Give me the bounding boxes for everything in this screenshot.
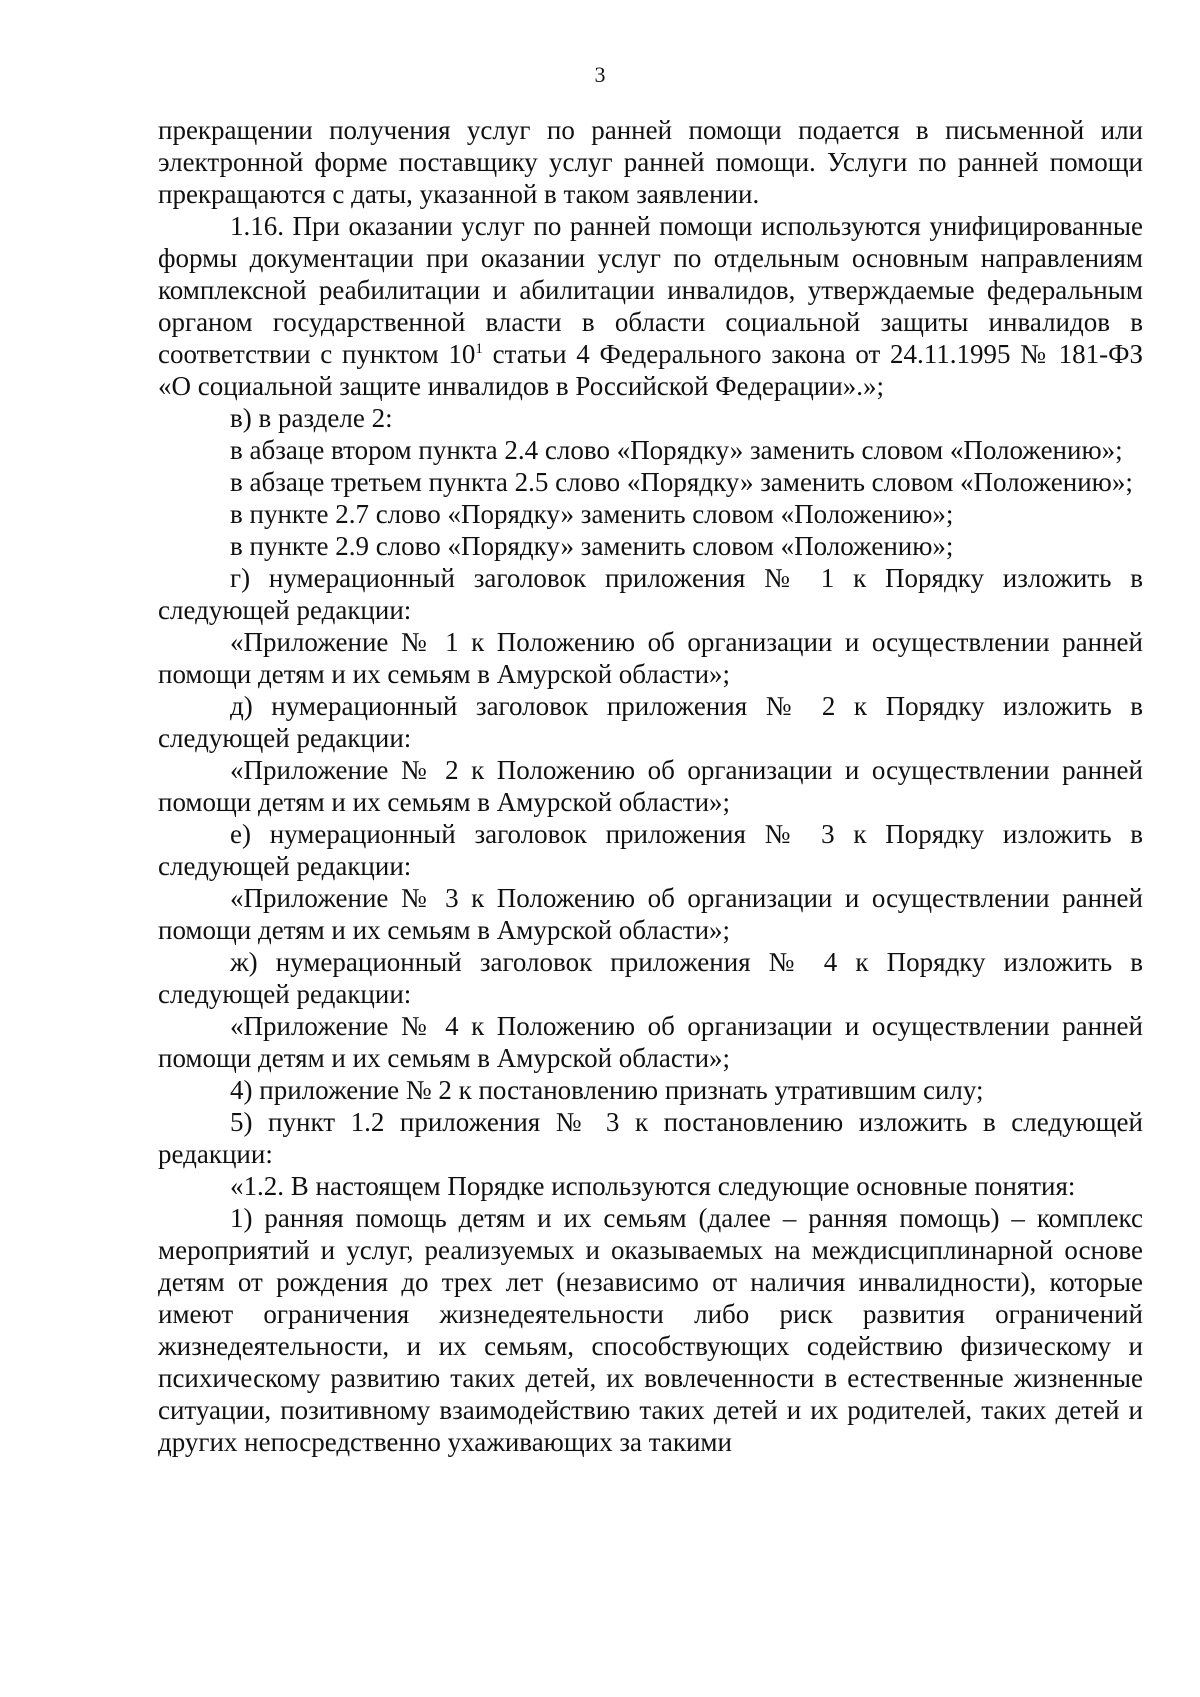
paragraph: «Приложение № 2 к Положению об организации и осуществлении ранней помощи детям и их семьям в Амурской области»; (158, 755, 1143, 817)
paragraph: прекращении получения услуг по ранней помощи подается в письменной или электронной форме поставщику услуг ранней помощи. Услуги по ранней помощи прекращаются с даты, указанной в таком заявлении. (158, 115, 1143, 209)
paragraph-text: статьи 4 Федерального закона от 24.11.1995 № 181-ФЗ «О социальной защите инвалидов в Российской Федерации».»; (158, 339, 1143, 401)
paragraph: 1) ранняя помощь детям и их семьям (далее – ранняя помощь) – комплекс мероприятий и услуг, реализуемых и оказываемых на междисциплинарной основе детям от рождения до трех лет (независимо от наличия инвалидности), которые имеют ограничения жизнедеятельности либо риск развития ограничений жизнедеятельности, и их семьям, способствующих содействию физическому и психическому развитию таких детей, их вовлеченности в естественные жизненные ситуации, позитивному взаимодействию таких детей и их родителей, таких детей и других непосредственно ухаживающих за такими (158, 1203, 1143, 1457)
paragraph: в) в разделе 2: (230, 403, 393, 433)
paragraph: 4) приложение № 2 к постановлению признать утратившим силу; (230, 1075, 984, 1105)
paragraph: д) нумерационный заголовок приложения № 2 к Порядку изложить в следующей редакции: (158, 691, 1143, 753)
paragraph: «Приложение № 4 к Положению об организации и осуществлении ранней помощи детям и их семьям в Амурской области»; (158, 1011, 1143, 1073)
paragraph: в абзаце третьем пункта 2.5 слово «Порядку» заменить словом «Положению»; (230, 467, 1133, 497)
superscript: 1 (475, 341, 483, 357)
paragraph-1-16 (158, 210, 1143, 402)
paragraph: «Приложение № 1 к Положению об организации и осуществлении ранней помощи детям и их семьям в Амурской области»; (158, 627, 1143, 689)
paragraph: «Приложение № 3 к Положению об организации и осуществлении ранней помощи детям и их семьям в Амурской области»; (158, 883, 1143, 945)
paragraph: ж) нумерационный заголовок приложения № 4 к Порядку изложить в следующей редакции: (158, 947, 1143, 1009)
paragraph: в пункте 2.9 слово «Порядку» заменить словом «Положению»; (230, 531, 954, 561)
paragraph: г) нумерационный заголовок приложения № 1 к Порядку изложить в следующей редакции: (158, 563, 1143, 625)
page-number: 3 (594, 62, 606, 87)
paragraph: в пункте 2.7 слово «Порядку» заменить словом «Положению»; (230, 499, 954, 529)
paragraph: «1.2. В настоящем Порядке используются следующие основные понятия: (230, 1171, 1076, 1201)
paragraph: е) нумерационный заголовок приложения № 3 к Порядку изложить в следующей редакции: (158, 819, 1143, 881)
document-body (158, 114, 1143, 1458)
paragraph: в абзаце втором пункта 2.4 слово «Порядку» заменить словом «Положению»; (230, 435, 1123, 465)
paragraph: 5) пункт 1.2 приложения № 3 к постановлению изложить в следующей редакции: (158, 1107, 1143, 1169)
paragraph-text: 1.16. При оказании услуг по ранней помощи используются унифицированные формы документации при оказании услуг по отдельным основным направлениям комплексной реабилитации и абилитации инвалидов, утверждаемые федеральным органом государственной власти в области социальной защиты инвалидов в соответствии с пунктом 10 (158, 211, 1143, 369)
